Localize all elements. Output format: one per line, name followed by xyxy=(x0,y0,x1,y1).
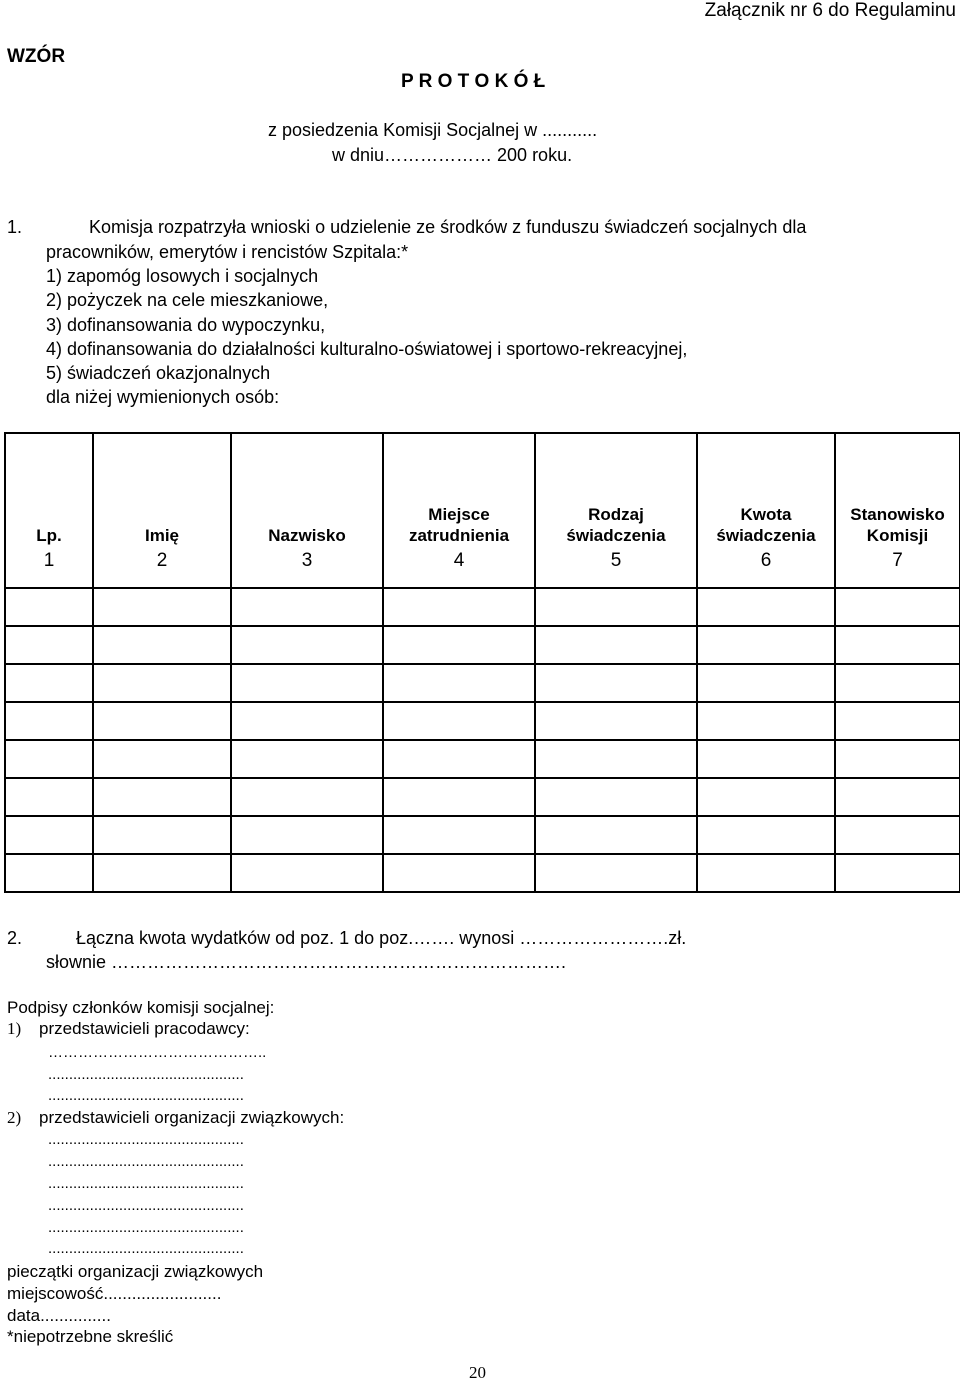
place-field: miejscowość......................... xyxy=(7,1284,222,1303)
header-first-name: Imię xyxy=(93,433,231,548)
table-cell[interactable] xyxy=(93,664,231,702)
table-cell[interactable] xyxy=(697,626,835,664)
signature-line[interactable]: ............................................... xyxy=(48,1066,244,1083)
union-representatives-label: przedstawicieli organizacji związkowych: xyxy=(39,1108,345,1127)
table-cell[interactable] xyxy=(383,702,535,740)
table-cell[interactable] xyxy=(535,664,697,702)
table-cell[interactable] xyxy=(697,778,835,816)
signature-line[interactable]: ............................................... xyxy=(48,1153,244,1170)
table-cell[interactable] xyxy=(535,626,697,664)
amount-in-words-line: słownie …………………………………………………………………. xyxy=(46,952,567,972)
column-number: 5 xyxy=(535,548,697,588)
section-1-intro: Komisja rozpatrzyła wnioski o udzielenie ze środków z funduszu świadczeń socjalnych dla xyxy=(89,217,807,237)
table-cell[interactable] xyxy=(383,664,535,702)
table-cell[interactable] xyxy=(835,588,960,626)
table-cell[interactable] xyxy=(383,816,535,854)
group-2-number: 2) xyxy=(7,1108,22,1127)
table-cell[interactable] xyxy=(535,702,697,740)
table-row xyxy=(5,664,960,702)
attachment-label: Załącznik nr 6 do Regulaminu xyxy=(704,0,956,21)
table-cell[interactable] xyxy=(93,702,231,740)
signature-line[interactable]: ............................................... xyxy=(48,1087,244,1104)
table-row xyxy=(5,740,960,778)
table-cell[interactable] xyxy=(93,854,231,892)
signature-line[interactable]: ............................................... xyxy=(48,1197,244,1214)
employer-representatives-label: przedstawicieli pracodawcy: xyxy=(39,1019,250,1038)
table-cell[interactable] xyxy=(231,702,383,740)
table-cell[interactable] xyxy=(835,816,960,854)
table-row xyxy=(5,778,960,816)
table-cell[interactable] xyxy=(383,626,535,664)
table-cell[interactable] xyxy=(535,816,697,854)
table-cell[interactable] xyxy=(383,854,535,892)
column-number: 3 xyxy=(231,548,383,588)
footnote: *niepotrzebne skreślić xyxy=(7,1327,174,1346)
signature-line[interactable]: ............................................... xyxy=(48,1131,244,1148)
table-cell[interactable] xyxy=(835,702,960,740)
table-cell[interactable] xyxy=(231,664,383,702)
page-number: 20 xyxy=(469,1363,486,1382)
section-1-intro-2: pracowników, emerytów i rencistów Szpitala:* xyxy=(46,242,409,262)
table-cell[interactable] xyxy=(231,588,383,626)
table-cell[interactable] xyxy=(93,778,231,816)
table-cell[interactable] xyxy=(697,702,835,740)
header-benefit-type: Rodzaj świadczenia xyxy=(535,433,697,548)
benefit-item: 2) pożyczek na cele mieszkaniowe, xyxy=(46,290,329,310)
table-cell[interactable] xyxy=(535,778,697,816)
benefit-item: 4) dofinansowania do działalności kulturalno-oświatowej i sportowo-rekreacyjnej, xyxy=(46,339,688,359)
section-2-number: 2. xyxy=(7,928,23,948)
column-number: 6 xyxy=(697,548,835,588)
table-cell[interactable] xyxy=(835,778,960,816)
table-row xyxy=(5,702,960,740)
header-committee-position: Stanowisko Komisji xyxy=(835,433,960,548)
table-cell[interactable] xyxy=(93,626,231,664)
table-cell[interactable] xyxy=(93,588,231,626)
table-row xyxy=(5,854,960,892)
table-cell[interactable] xyxy=(5,740,93,778)
signature-line[interactable]: ............................................... xyxy=(48,1219,244,1236)
group-1-number: 1) xyxy=(7,1019,22,1038)
section-1-outro: dla niżej wymienionych osób: xyxy=(46,387,280,407)
column-number: 7 xyxy=(835,548,960,588)
header-lp: Lp. xyxy=(5,433,93,548)
table-cell[interactable] xyxy=(697,740,835,778)
table-cell[interactable] xyxy=(5,664,93,702)
benefit-item: 3) dofinansowania do wypoczynku, xyxy=(46,315,326,335)
table-number-row xyxy=(5,548,960,588)
header-benefit-amount: Kwota świadczenia xyxy=(697,433,835,548)
template-label: WZÓR xyxy=(7,46,66,67)
total-amount-line: Łączna kwota wydatków od poz. 1 do poz.……. wynosi …………………….zł. xyxy=(76,928,687,948)
table-cell[interactable] xyxy=(535,740,697,778)
column-number: 2 xyxy=(93,548,231,588)
table-cell[interactable] xyxy=(231,740,383,778)
date-field: data............... xyxy=(7,1306,111,1325)
column-number: 1 xyxy=(5,548,93,588)
beneficiaries-table xyxy=(4,432,960,893)
header-workplace: Miejsce zatrudnienia xyxy=(383,433,535,548)
table-cell[interactable] xyxy=(231,626,383,664)
document-title: P R O T O K Ó Ł xyxy=(401,71,546,92)
table-cell[interactable] xyxy=(383,588,535,626)
table-cell[interactable] xyxy=(5,702,93,740)
section-1-number: 1. xyxy=(7,217,23,237)
table-cell[interactable] xyxy=(835,626,960,664)
column-number: 4 xyxy=(383,548,535,588)
table-cell[interactable] xyxy=(93,740,231,778)
table-header-row xyxy=(5,433,960,548)
table-cell[interactable] xyxy=(5,854,93,892)
subtitle-line-1: z posiedzenia Komisji Socjalnej w ........... xyxy=(268,120,598,140)
union-stamps-label: pieczątki organizacji związkowych xyxy=(7,1262,264,1281)
benefit-item: 1) zapomóg losowych i socjalnych xyxy=(46,266,319,286)
table-cell[interactable] xyxy=(697,664,835,702)
signatures-heading: Podpisy członków komisji socjalnej: xyxy=(7,998,275,1017)
table-cell[interactable] xyxy=(383,740,535,778)
table-row xyxy=(5,626,960,664)
table-cell[interactable] xyxy=(697,854,835,892)
table-cell[interactable] xyxy=(535,854,697,892)
signature-line[interactable]: …………………………………….. xyxy=(48,1044,267,1061)
table-cell[interactable] xyxy=(231,854,383,892)
subtitle-line-2: w dniu……………… 200 roku. xyxy=(332,145,573,165)
table-cell[interactable] xyxy=(835,664,960,702)
table-cell[interactable] xyxy=(835,740,960,778)
table-cell[interactable] xyxy=(697,588,835,626)
signature-line[interactable]: ............................................... xyxy=(48,1175,244,1192)
table-cell[interactable] xyxy=(231,778,383,816)
table-cell[interactable] xyxy=(835,854,960,892)
table-cell[interactable] xyxy=(5,588,93,626)
signature-line[interactable]: ............................................... xyxy=(48,1240,244,1257)
table-cell[interactable] xyxy=(5,626,93,664)
table-cell[interactable] xyxy=(5,816,93,854)
table-row xyxy=(5,588,960,626)
header-last-name: Nazwisko xyxy=(231,433,383,548)
table-row xyxy=(5,816,960,854)
table-cell[interactable] xyxy=(383,778,535,816)
table-cell[interactable] xyxy=(535,588,697,626)
table-cell[interactable] xyxy=(697,816,835,854)
table-cell[interactable] xyxy=(93,816,231,854)
benefit-item: 5) świadczeń okazjonalnych xyxy=(46,363,271,383)
table-cell[interactable] xyxy=(5,778,93,816)
table-cell[interactable] xyxy=(231,816,383,854)
